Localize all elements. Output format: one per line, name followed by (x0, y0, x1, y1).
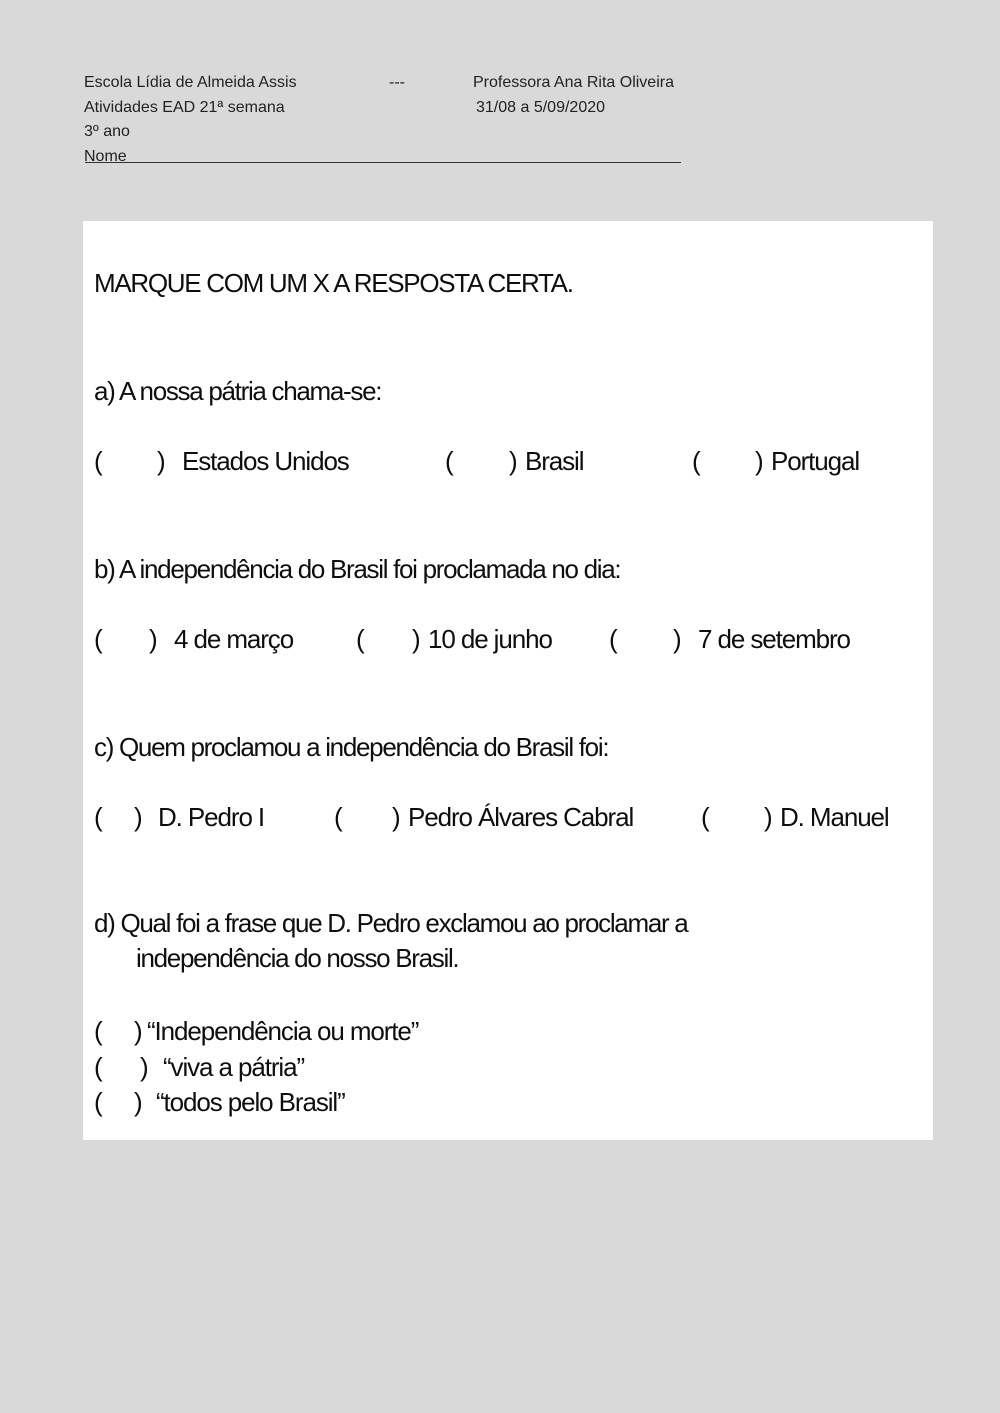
options-b: ( ) 4 de março ( ) 10 de junho ( ) 7 de setembro (94, 624, 850, 654)
option-label: Pedro Álvares Cabral (408, 802, 634, 832)
grade-label: 3º ano (84, 123, 130, 140)
header-separator: --- (389, 74, 405, 91)
option-label: “todos pelo Brasil” (156, 1087, 345, 1117)
header-row-4 (84, 145, 744, 170)
instruction-title: MARQUE COM UM X A RESPOSTA CERTA. (94, 268, 573, 298)
option-label: 4 de março (174, 624, 294, 654)
option-label: “viva a pátria” (163, 1052, 304, 1082)
option-label: “Independência ou morte” (147, 1016, 419, 1046)
option-label: 7 de setembro (698, 624, 850, 654)
option-label: Portugal (771, 446, 860, 476)
question-c: c) Quem proclamou a independência do Brasil foi: (94, 732, 609, 762)
question-d: d) Qual foi a frase que D. Pedro exclamou ao proclamar a (94, 908, 688, 938)
school-name: Escola Lídia de Almeida Assis (84, 74, 297, 91)
option-checkbox[interactable]: ( ) “Independência ou morte” (94, 1016, 419, 1046)
activities-label: Atividades EAD 21ª semana (84, 98, 285, 116)
date-range: 31/08 a 5/09/2020 (476, 98, 606, 116)
name-blank-line[interactable] (85, 145, 681, 163)
header-row-3 (84, 120, 744, 145)
option-label: Brasil (525, 446, 584, 476)
option-label: 10 de junho (428, 624, 552, 654)
question-d-continued: independência do nosso Brasil. (136, 943, 459, 973)
option-label: D. Manuel (780, 802, 889, 832)
option-label: D. Pedro I (158, 802, 265, 832)
options-c: ( ) D. Pedro I ( ) Pedro Álvares Cabral ( ) D. Manuel (94, 802, 889, 832)
header-row-2 (84, 96, 744, 121)
document-header (84, 71, 744, 169)
teacher-name: Professora Ana Rita Oliveira (473, 74, 674, 91)
option-checkbox[interactable]: ( ) “todos pelo Brasil” (94, 1087, 345, 1117)
worksheet-card (83, 221, 933, 1140)
question-a: a) A nossa pátria chama-se: (94, 376, 382, 406)
name-label: Nome (84, 147, 127, 165)
header-row-1 (84, 71, 744, 96)
option-label: Estados Unidos (182, 446, 349, 476)
options-a: ( ) Estados Unidos ( ) Brasil ( ) Portugal (94, 446, 860, 476)
question-b: b) A independência do Brasil foi proclamada no dia: (94, 554, 621, 584)
option-checkbox[interactable]: ( ) “viva a pátria” (94, 1052, 304, 1082)
